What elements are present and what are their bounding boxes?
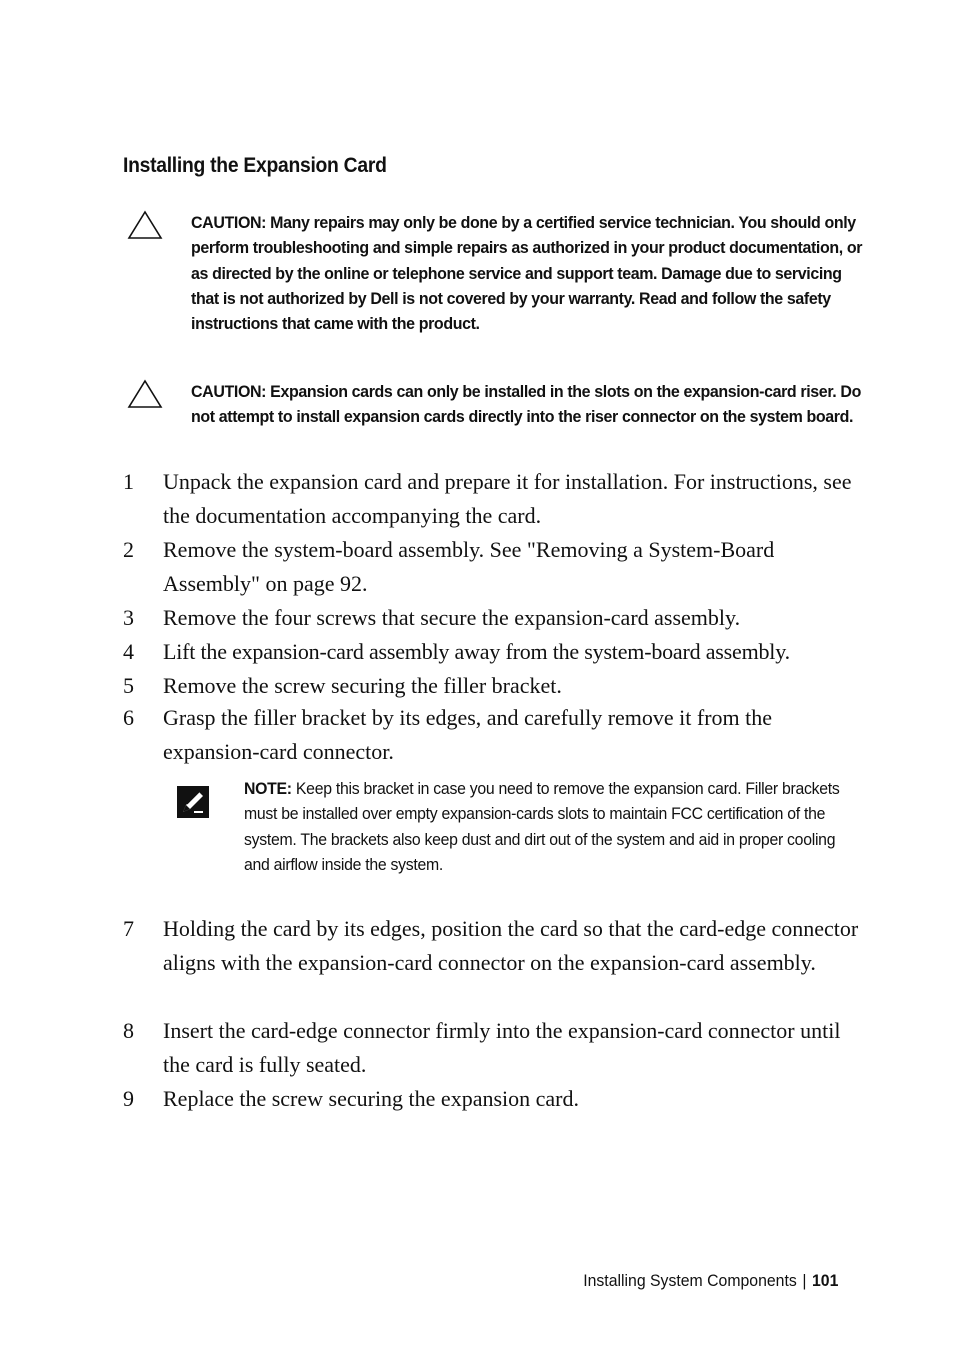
note-pencil-icon [177,786,209,818]
caution-triangle-icon [127,379,163,409]
footer-section: Installing System Components [582,1271,797,1290]
step-text: Holding the card by its edges, position the card so that the card-edge connector aligns with the expansion-card connector on the expansion-card assembly. [163,916,859,975]
step-number: 4 [123,639,134,664]
caution-triangle-icon [127,210,163,240]
step-number: 3 [123,605,134,630]
step-text: Remove the screw securing the filler bracket. [163,673,562,698]
page-footer [583,1271,838,1291]
caution-block-2 [127,379,862,459]
caution-block-1 [127,210,862,370]
footer-separator: | [801,1271,807,1290]
caution-text: Many repairs may only be done by a certified service technician. You should only perform troubleshooting and simple repairs as authorized in your product documentation, or as directed by the online or telephone service and support team. Damage due to servicing that is not authorized by Dell is not covered by your warranty. Read and follow the safety instructions that came with the product. [191,213,863,334]
caution-label: CAUTION: [191,213,267,232]
page-number: 101 [811,1271,838,1290]
section-title: Installing the Expansion Card [123,154,387,177]
step-number: 1 [123,469,134,494]
step-number: 9 [123,1086,134,1111]
step-text: Unpack the expansion card and prepare it for installation. For instructions, see the documentation accompanying the card. [163,469,852,528]
step-number: 8 [123,1018,134,1043]
step-text: Lift the expansion-card assembly away from the system-board assembly. [163,639,790,664]
caution-text: Expansion cards can only be installed in the slots on the expansion-card riser. Do not attempt to install expansion cards directly into the riser connector on the system board. [191,382,861,427]
step-text: Remove the four screws that secure the expansion-card assembly. [163,605,741,630]
note-label: NOTE: [244,779,292,798]
step-number: 7 [123,916,134,941]
step-text: Remove the system-board assembly. See "Removing a System-Board Assembly" on page 92. [163,537,775,596]
step-number: 5 [123,673,134,698]
step-text: Replace the screw securing the expansion card. [163,1086,579,1111]
step-text: Grasp the filler bracket by its edges, and carefully remove it from the expansion-card connector. [163,705,773,764]
note-text: Keep this bracket in case you need to remove the expansion card. Filler brackets must be installed over empty expansion-cards slots to maintain FCC certification of the system. The brackets also keep dust and dirt out of the system and aid in proper cooling and airflow inside the system. [244,779,840,874]
caution-label: CAUTION: [191,382,267,401]
step-number: 2 [123,537,134,562]
step-text: Insert the card-edge connector firmly into the expansion-card connector until the card is fully seated. [163,1018,841,1077]
step-number: 6 [123,705,134,730]
